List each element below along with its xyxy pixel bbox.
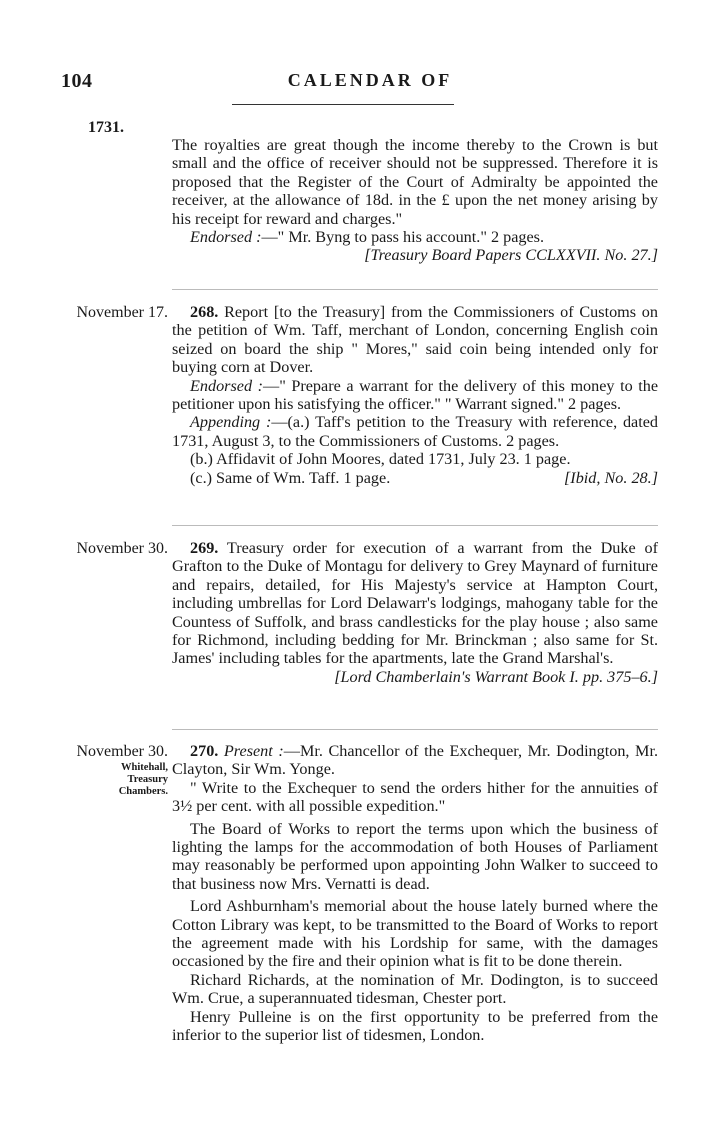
entry-number: 269.: [190, 539, 219, 557]
header-rule: [232, 104, 454, 105]
minute-paragraph: Lord Ashburnham's memorial about the house lately burned where the Cotton Library was kept, to be transmitted to the Board of Works to report the agreement made with his Lordship for same, with the damages occasioned by the fire and their opinion what is fit to be done therein.: [172, 897, 658, 971]
appending-text: —(a.) Taff's petition to the Treasury with reference, dated 1731, August 3, to the Commissioners of Customs. 2 pages.: [172, 413, 658, 450]
entry-separator: [172, 289, 658, 290]
endorsed-text: —" Prepare a warrant for the delivery of this money to the petitioner upon his satisfying the officer." " Warrant signed." 2 pages.: [172, 376, 659, 414]
minute-paragraph: " Write to the Exchequer to send the orders hither for the annuities of 3½ per cent. with all possible expedition.": [172, 778, 658, 816]
entry-body: Treasury order for execution of a warrant from the Duke of Grafton to the Duke of Montagu for delivery to Grey Maynard of furniture and repairs, detailed, for His Majesty's service at Hampton Court, including umbrellas for Lord Delawarr's lodgings, mahogany table for the Countess of Suffolk, and brass candlesticks for the play house ; also same for Richmond, including bedding for Mr. Brinckman ; also same for St. James' including tables for the apartments, late the Grand Marshal's.: [172, 539, 658, 668]
entry-separator: [172, 525, 658, 526]
enclosure-c: (c.) Same of Wm. Taff. 1 page.: [190, 468, 391, 487]
present-label: Present :: [223, 742, 284, 760]
entry-date: November 17.: [76, 304, 168, 321]
entry-continuation: [172, 136, 658, 265]
page-number: 104: [61, 70, 93, 92]
entry-number: 268.: [190, 303, 219, 321]
entry-body: Report [to the Treasury] from the Commissioners of Customs on the petition of Wm. Taff, merchant of London, concerning English coin seized on board the ship " Mores," said coin being intended only for buying corn at Dover.: [172, 303, 658, 377]
present-text: —Mr. Chancellor of the Exchequer, Mr. Dodington, Mr. Clayton, Sir Wm. Yonge.: [172, 742, 658, 779]
enclosure-b: (b.) Affidavit of John Moores, dated 1731, July 23. 1 page.: [190, 450, 571, 469]
minute-paragraph: Henry Pulleine is on the first opportunity to be preferred from the inferior to the superior list of tidesmen, London.: [172, 1007, 658, 1045]
entry-270: [172, 742, 658, 1045]
entry-separator: [172, 729, 658, 730]
entry-date: November 30.: [76, 540, 168, 557]
endorsed-label: Endorsed :: [190, 376, 263, 395]
source-reference: [Lord Chamberlain's Warrant Book I. pp. 375–6.]: [334, 667, 658, 686]
entry-number: 270.: [190, 742, 219, 760]
entry-268: [172, 303, 658, 487]
appending-label: Appending :: [190, 413, 272, 432]
year-margin: 1731.: [88, 119, 124, 136]
minute-paragraph: Richard Richards, at the nomination of Mr. Dodington, is to succeed Wm. Crue, a superannuated tidesman, Chester port.: [172, 970, 658, 1008]
source-reference: [Ibid, No. 28.]: [564, 468, 658, 487]
entry-date: November 30.: [76, 743, 168, 760]
source-reference: [Treasury Board Papers CCLXXVII. No. 27.]: [364, 246, 658, 265]
minute-paragraph: The Board of Works to report the terms upon which the business of lighting the lamps for the accommodation of both Houses of Parliament may reasonably be performed upon appointing John Walker to succeed to that business now Mrs. Vernatti is dead.: [172, 819, 658, 893]
endorsed-text: —" Mr. Byng to pass his account." 2 pages.: [261, 228, 545, 247]
endorsed-label: Endorsed :: [190, 228, 262, 247]
entry-269: [172, 539, 658, 686]
running-title: CALENDAR OF: [287, 70, 453, 90]
entry-place: Whitehall, Treasury Chambers.: [118, 762, 168, 797]
entry-body: The royalties are great though the income thereby to the Crown is but small and the office of receiver should not be suppressed. Therefore it is proposed that the Register of the Court of Admiralty be appointed the receiver, at the allowance of 18d. in the £ upon the net money arising by his receipt for reward and charges.": [172, 136, 658, 228]
